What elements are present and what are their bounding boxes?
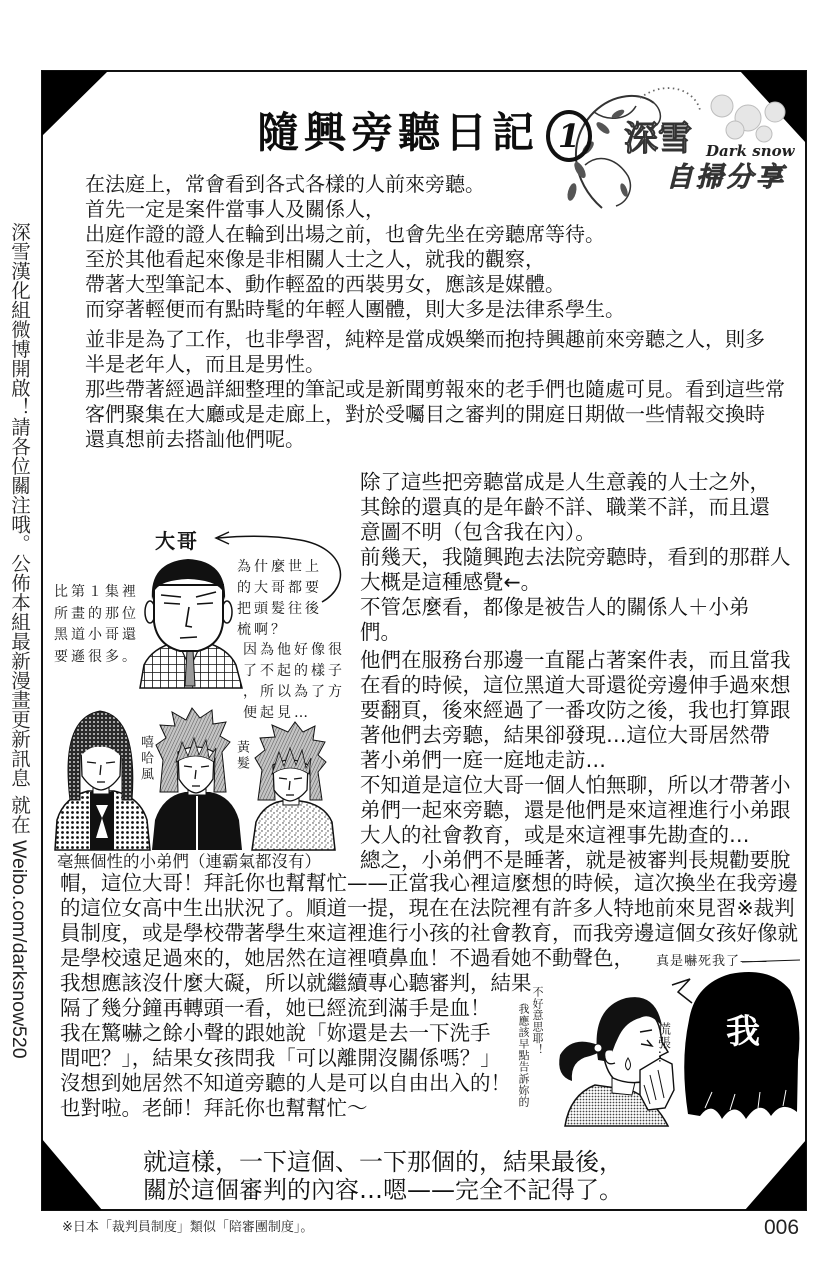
logo-name-en: Dark snow	[706, 142, 795, 160]
text-line: 著他們去旁聽，結果卻發現…這位大哥居然帶	[360, 723, 770, 747]
henchmen-caption: 毫無個性的小弟們（連霸氣都沒有）	[57, 852, 321, 871]
comparison-note	[54, 582, 139, 668]
text-line: 不管怎麼看，都像是被告人的關係人＋小弟	[360, 595, 750, 619]
text-line: 不知道是這位大哥一個人怕無聊，所以才帶著小	[360, 773, 791, 797]
note-line: 便起見…	[243, 705, 311, 721]
text-line: 間吧？」，結果女孩問我「可以離開沒關係嗎？」	[60, 1046, 501, 1070]
note-line: 黑道小哥還	[54, 627, 139, 643]
boss-tie	[185, 650, 195, 686]
henchman-1-drawing	[55, 711, 150, 850]
whisper-line: 我應該早點告訴妳的	[517, 1003, 530, 1108]
panic-label: 慌張…	[655, 1022, 670, 1064]
text-line: 他們在服務台那邊一直罷占著案件表，而且當我	[360, 648, 791, 672]
note-line: 要遜很多。	[54, 648, 139, 665]
text-line: 是學校遠足過來的，她居然在這裡噴鼻血！不過看她不動聲色，	[60, 946, 634, 970]
text-line: 我想應該沒什麼大礙，所以就繼續專心聽審判，結果	[60, 971, 532, 995]
note-line: 因為他好像很	[243, 642, 345, 658]
text-line: 帶著大型筆記本、動作輕盈的西裝男女，應該是媒體。	[85, 272, 565, 296]
henchman-3-drawing	[252, 722, 335, 850]
hair-answer-note	[243, 640, 345, 724]
corner-top-left	[42, 71, 108, 136]
narrator-shout: 真是嚇死我了——	[656, 954, 769, 969]
banner-announcement: 深雪漢化組微博開啟！請各位關注哦。公佈本組最新漫畫更新訊息	[8, 222, 31, 788]
flower-ornament-icon	[711, 95, 785, 142]
page-number: 006	[764, 1216, 800, 1239]
text-line: 大人的社會教育，或是來這裡事先勘查的…	[360, 823, 750, 847]
text-line: 隔了幾分鐘再轉頭一看，她已經流到滿手是血！	[60, 996, 491, 1020]
text-line: 那些帶著經過詳細整理的筆記或是新聞剪報來的老手們也隨處可見。看到這些常	[85, 377, 785, 401]
text-line: 首先一定是案件當事人及關係人，	[85, 197, 385, 221]
text-line: 意圖不明（包含我在內）。	[360, 520, 596, 544]
text-line: 關於這個審判的內容…嗯——完全不記得了。	[143, 1176, 623, 1204]
banner-url: Weibo.com/darksnow520	[8, 840, 30, 1059]
note-line: 為什麼世上	[237, 559, 322, 575]
note-line: 梳啊？	[237, 622, 288, 638]
text-line: 們。	[360, 620, 401, 644]
text-line: 出庭作證的證人在輪到出場之前，也會先坐在旁聽席等待。	[85, 222, 605, 246]
text-line: 除了這些把旁聽當成是人生意義的人士之外，	[360, 470, 770, 494]
text-line: 我在驚嚇之餘小聲的跟她說「妳還是去一下洗手	[60, 1021, 491, 1045]
note-line: 所畫的那位	[54, 605, 139, 622]
tag-blond-hair: 黃髮	[234, 740, 249, 772]
text-line: 弟們一起來旁聽，還是他們是來這裡進行小弟跟	[360, 798, 791, 822]
text-line: 總之，小弟們不是睡著，就是被審判長規勸要脫	[360, 848, 791, 872]
note-line: 把頭髮往後	[237, 601, 322, 617]
text-line: 著小弟們一庭一庭地走訪…	[360, 748, 606, 772]
text-line: 員制度，或是學校帶著學生來這裡進行小孩的社會教育，而我旁邊這個女孩好像就	[60, 921, 798, 945]
whisper-line: 不好意思耶！	[531, 986, 544, 1056]
hair-question-note	[237, 557, 322, 641]
logo-tagline: 自掃分享	[666, 162, 786, 193]
henchman-2-drawing	[152, 708, 242, 850]
episode-number-badge: 1	[546, 110, 592, 162]
narrator-label: 我	[726, 1012, 760, 1052]
text-line: 沒想到她居然不知道旁聽的人是可以自由出入的！	[60, 1071, 511, 1095]
text-line: 客們聚集在大廳或是走廊上，對於受囑目之審判的開庭日期做一些情報交換時	[85, 402, 765, 426]
logo-name-cn: 深雪	[624, 119, 692, 159]
text-line: 也對啦。老師！拜託你也幫幫忙～	[60, 1096, 368, 1120]
corner-bottom-left	[42, 1139, 102, 1210]
tag-hiphop-style: 嘻哈風	[138, 735, 153, 783]
text-line: 在看的時候，這位黑道大哥還從旁邊伸手過來想	[360, 673, 791, 697]
text-line: 還真想前去搭訕他們呢。	[85, 427, 305, 451]
page-title: 隨興旁聽日記	[257, 108, 540, 157]
note-line: ，所以為了方	[243, 684, 345, 700]
note-line: 了不起的樣子	[243, 663, 345, 679]
footnote: ※日本「裁判員制度」類似「陪審團制度」。	[62, 1220, 314, 1235]
text-line: 大概是這種感覺←。	[360, 570, 542, 594]
text-line: 半是老年人，而且是男性。	[85, 352, 325, 376]
text-line: 帽，這位大哥！拜託你也幫幫忙——正當我心裡這麼想的時候，這次換坐在我旁邊	[60, 871, 798, 895]
text-line: 就這樣，一下這個、一下那個的，結果最後，	[143, 1148, 623, 1176]
text-line: 並非是為了工作，也非學習，純粹是當成娛樂而抱持興趣前來旁聽之人，則多	[85, 327, 765, 351]
corner-bottom-right	[745, 1140, 806, 1210]
intro-paragraph	[85, 172, 785, 452]
text-line: 在法庭上，常會看到各式各樣的人前來旁聽。	[85, 172, 485, 196]
story-column	[360, 470, 791, 873]
text-line: 至於其他看起來像是非相關人士之人，就我的觀察，	[85, 247, 545, 271]
note-line: 的大哥都要	[237, 580, 322, 596]
boss-label: 大哥	[155, 529, 199, 553]
text-line: 而穿著輕便而有點時髦的年輕人團體，則大多是法律系學生。	[85, 297, 625, 321]
note-line: 比第１集裡	[54, 584, 139, 600]
text-line: 其餘的還真的是年齡不詳、職業不詳，而且還	[360, 495, 770, 519]
conclusion	[143, 1148, 623, 1204]
text-line: 的這位女高中生出狀況了。順道一提，現在在法院裡有許多人特地前來見習※裁判	[60, 896, 795, 920]
text-line: 前幾天，我隨興跑去法院旁聽時，看到的那群人	[360, 545, 791, 569]
text-line: 要翻頁，後來經過了一番攻防之後，我也打算跟	[360, 698, 791, 722]
story-full-width	[60, 871, 798, 1121]
banner-lead-in: 就在	[8, 795, 31, 834]
